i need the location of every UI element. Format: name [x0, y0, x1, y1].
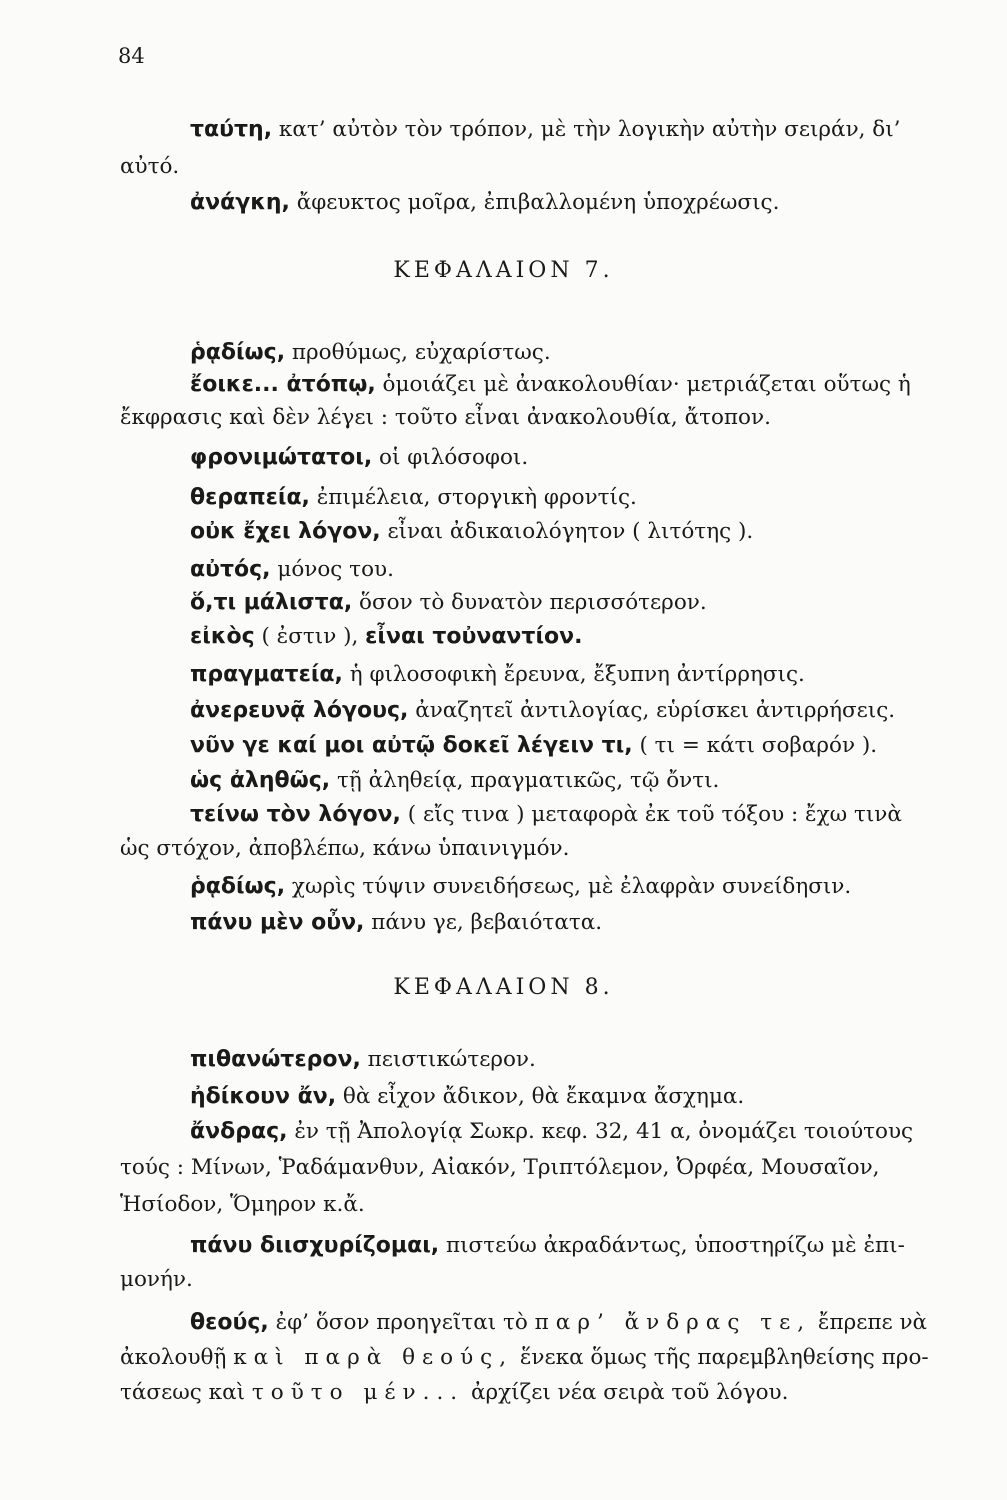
entry	[190, 908, 1007, 938]
gloss: τῇ ἀληθείᾳ, πραγματικῶς, τῷ ὄντι.	[330, 768, 720, 793]
entry	[190, 800, 1007, 830]
term: ἄνδρας,	[190, 1119, 288, 1144]
text-line	[190, 188, 1007, 218]
gloss: ὅσον τὸ δυνατὸν περισσότερον.	[352, 590, 707, 615]
chapter-heading: ΚΕΦΑΛΑΙΟΝ 7.	[393, 258, 614, 283]
chapter-heading: ΚΕΦΑΛΑΙΟΝ 8.	[393, 975, 614, 1000]
entry	[190, 370, 1007, 400]
term: πραγματεία,	[190, 662, 343, 687]
entry	[190, 588, 1007, 618]
term: θεούς,	[190, 1310, 269, 1335]
entry	[190, 696, 1007, 726]
text-line	[190, 115, 1007, 145]
gloss: ἀναζητεῖ ἀντιλογίας, εὑρίσκει ἀντιρρήσεις.	[408, 698, 896, 723]
entry	[120, 403, 990, 433]
gloss: ( ἐστιν ),	[254, 624, 366, 649]
entry	[120, 1190, 990, 1220]
page-number: 84	[118, 44, 145, 68]
gloss: χωρὶς τύψιν συνειδήσεως, μὲ ἐλαφρὰν συνείδησιν.	[285, 874, 852, 899]
gloss: πιστεύω ἀκραδάντως, ὑποστηρίζω μὲ ἐπι-	[439, 1233, 905, 1258]
entry	[190, 872, 1007, 902]
gloss: ὁμοιάζει μὲ ἀνακολουθίαν· μετριάζεται οὕτως ἡ	[375, 372, 911, 397]
entry	[190, 483, 1007, 513]
entry	[190, 338, 1007, 368]
entry	[190, 1082, 1007, 1112]
gloss: τούς : Μίνων, Ῥαδάμανθυν, Αἰακόν, Τριπτόλεμον, Ὀρφέα, Μουσαῖον,	[120, 1155, 880, 1180]
entry	[120, 1343, 990, 1373]
gloss: τάσεως καὶ	[120, 1380, 252, 1405]
spaced-quote: καὶ παρὰ θεούς,	[233, 1345, 514, 1370]
term: οὐκ ἔχει λόγον,	[190, 519, 381, 544]
gloss: ( εἴς τινα ) μεταφορὰ ἐκ τοῦ τόξου : ἔχω τινὰ	[400, 802, 902, 827]
gloss: ἐν τῇ Ἀπολογίᾳ Σωκρ. κεφ. 32, 41 α, ὀνομάζει τοιούτους	[287, 1119, 914, 1144]
term: ἠδίκουν ἄν,	[190, 1084, 337, 1109]
entry	[190, 731, 1007, 761]
gloss: ἔκφρασις καὶ δὲν λέγει : τοῦτο εἶναι ἀνακολουθία, ἄτοπον.	[120, 405, 771, 430]
gloss: ἕνεκα ὅμως τῆς παρεμβληθείσης προ-	[513, 1345, 929, 1370]
term: ἔοικε... ἀτόπῳ,	[190, 372, 376, 397]
entry	[190, 1308, 1007, 1338]
term: εἶναι τοὐναντίον.	[365, 624, 583, 649]
term: θεραπεία,	[190, 485, 310, 510]
term: πάνυ διισχυρίζομαι,	[190, 1233, 440, 1258]
gloss: αὐτό.	[120, 154, 180, 179]
entry	[190, 622, 1007, 652]
term: φρονιμώτατοι,	[190, 445, 373, 470]
gloss: εἶναι ἀδικαιολόγητον ( λιτότης ).	[380, 519, 754, 544]
gloss: οἱ φιλόσοφοι.	[372, 445, 529, 470]
term: ῥᾳδίως,	[190, 340, 286, 365]
term: αὐτός,	[190, 557, 271, 582]
entry	[190, 766, 1007, 796]
entry	[120, 834, 990, 864]
entry	[190, 1231, 1007, 1261]
gloss: προθύμως, εὐχαρίστως.	[285, 340, 551, 365]
gloss: ἀκολουθῇ	[120, 1345, 234, 1370]
entry	[120, 1153, 990, 1183]
term: τείνω τὸν λόγον,	[190, 802, 401, 827]
gloss: ἄφευκτος μοῖρα, ἐπιβαλλομένη ὑποχρέωσις.	[289, 190, 780, 215]
entry	[120, 1378, 990, 1408]
gloss: πειστικώτερον.	[360, 1047, 536, 1072]
gloss: μόνος του.	[270, 557, 394, 582]
term: εἰκὸς	[190, 624, 255, 649]
gloss: ἡ φιλοσοφικὴ ἔρευνα, ἔξυπνη ἀντίρρησις.	[342, 662, 805, 687]
term: ταύτη,	[190, 117, 273, 142]
entry	[190, 1117, 1007, 1147]
entry	[190, 555, 1007, 585]
gloss: ἔπρεπε νὰ	[811, 1310, 928, 1335]
text-line	[120, 152, 990, 182]
term: ἀνάγκη,	[190, 190, 290, 215]
spaced-quote: παρ’ ἄνδρας τε,	[534, 1310, 812, 1335]
entry	[190, 517, 1007, 547]
gloss: μονήν.	[120, 1267, 193, 1292]
entry	[190, 1045, 1007, 1075]
term: ἀνερευνᾷ λόγους,	[190, 698, 409, 723]
entry	[120, 1265, 990, 1295]
gloss: ἀρχίζει νέα σειρὰ τοῦ λόγου.	[464, 1380, 789, 1405]
gloss: ( τι = κάτι σοβαρόν ).	[632, 733, 878, 758]
entry	[190, 443, 1007, 473]
gloss: Ἡσίοδον, Ὅμηρον κ.ἄ.	[120, 1192, 365, 1217]
gloss: θὰ εἶχον ἄδικον, θὰ ἔκαμνα ἄσχημα.	[336, 1084, 745, 1109]
term: ὡς ἀληθῶς,	[190, 768, 331, 793]
gloss: ἐπιμέλεια, στοργικὴ φροντίς.	[309, 485, 637, 510]
term: πάνυ μὲν οὖν,	[190, 910, 365, 935]
term: πιθανώτερον,	[190, 1047, 361, 1072]
gloss: κατ’ αὐτὸν τὸν τρόπον, μὲ τὴν λογικὴν αὐτὴν σειράν, δι’	[272, 117, 901, 142]
gloss: ὡς στόχον, ἀποβλέπω, κάνω ὑπαινιγμόν.	[120, 836, 570, 861]
spaced-quote: τοῦτο μέν...	[251, 1380, 465, 1405]
gloss: πάνυ γε, βεβαιότατα.	[364, 910, 603, 935]
term: ῥᾳδίως,	[190, 874, 286, 899]
gloss: ἐφ’ ὅσον προηγεῖται τὸ	[268, 1310, 535, 1335]
term: ὅ,τι μάλιστα,	[190, 590, 353, 615]
entry	[190, 660, 1007, 690]
term: νῦν γε καί μοι αὐτῷ δοκεῖ λέγειν τι,	[190, 733, 633, 758]
